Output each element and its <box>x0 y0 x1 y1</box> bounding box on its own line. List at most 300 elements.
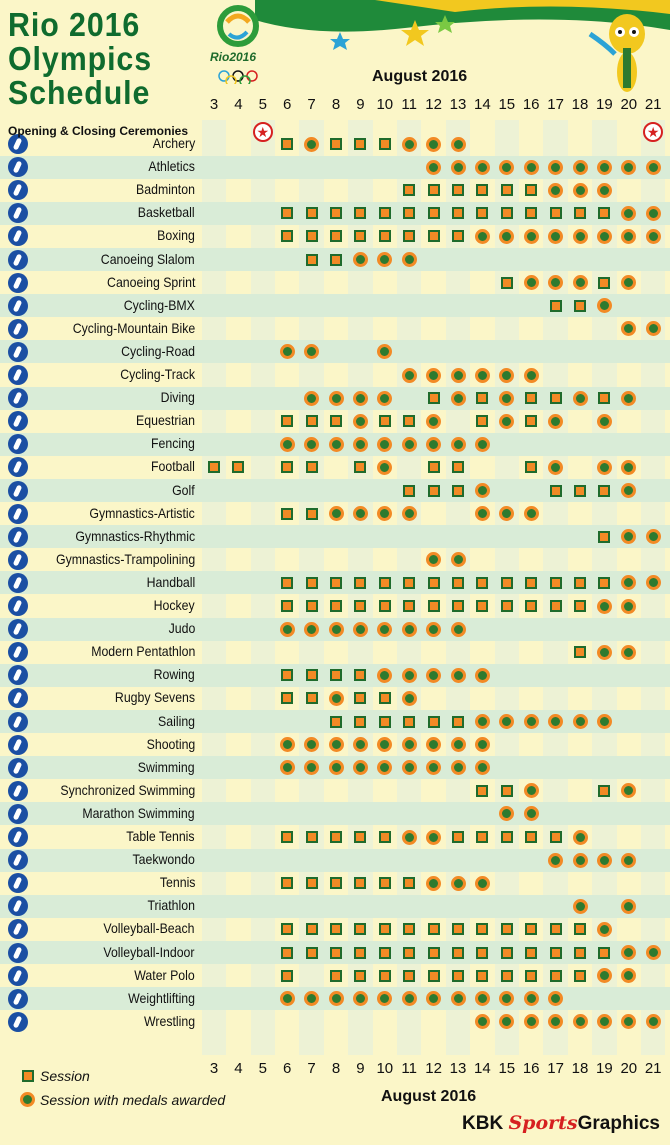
sport-name: Modern Pentathlon <box>90 643 195 660</box>
medal-session-marker <box>451 991 466 1006</box>
sport-pictogram-icon <box>8 619 28 639</box>
medal-session-marker <box>548 460 563 475</box>
medal-session-marker <box>621 853 636 868</box>
session-marker <box>281 947 293 959</box>
session-marker <box>476 184 488 196</box>
medal-session-marker <box>451 876 466 891</box>
session-marker <box>208 461 220 473</box>
day-footer-cell: 14 <box>474 1060 491 1077</box>
session-marker <box>232 461 244 473</box>
sport-name: Equestrian <box>136 412 195 429</box>
day-footer-cell: 13 <box>449 1060 467 1077</box>
day-header-cell: 3 <box>209 96 219 113</box>
medal-session-marker <box>475 991 490 1006</box>
session-marker <box>525 415 537 427</box>
session-marker <box>330 600 342 612</box>
sport-pictogram-icon <box>8 504 28 524</box>
sport-pictogram-icon <box>8 735 28 755</box>
day-footer-cell: 12 <box>425 1060 442 1077</box>
session-marker <box>574 947 586 959</box>
sport-name: Swimming <box>138 758 195 775</box>
medal-session-marker <box>573 830 588 845</box>
day-footer-cell: 21 <box>644 1060 662 1077</box>
row-band <box>0 340 670 363</box>
medal-session-marker <box>451 552 466 567</box>
day-header-cell: 6 <box>283 96 292 113</box>
medal-session-marker <box>548 414 563 429</box>
session-marker <box>452 184 464 196</box>
sport-name: Synchronized Swimming <box>60 781 195 798</box>
sport-name: Judo <box>168 620 195 637</box>
day-header-cell: 8 <box>331 96 341 113</box>
medal-session-marker <box>646 529 661 544</box>
sport-pictogram-icon <box>8 481 28 501</box>
session-marker <box>476 947 488 959</box>
medal-session-marker <box>280 437 295 452</box>
session-marker <box>354 138 366 150</box>
medal-session-marker <box>573 160 588 175</box>
medal-session-marker <box>304 622 319 637</box>
medal-session-marker <box>353 622 368 637</box>
medal-session-marker <box>597 160 612 175</box>
session-marker <box>379 831 391 843</box>
sport-pictogram-icon <box>8 250 28 270</box>
day-footer-cell: 5 <box>258 1060 267 1077</box>
medal-session-marker <box>329 691 344 706</box>
session-marker <box>354 230 366 242</box>
medal-session-marker <box>524 275 539 290</box>
sport-pictogram-icon <box>8 758 28 778</box>
medal-session-marker <box>524 229 539 244</box>
medal-session-marker <box>402 668 417 683</box>
session-marker <box>598 785 610 797</box>
medal-session-marker <box>524 991 539 1006</box>
medal-session-marker <box>353 506 368 521</box>
legend-session-marker <box>22 1070 34 1082</box>
session-marker <box>574 300 586 312</box>
session-marker <box>428 947 440 959</box>
brand-mid: Sports <box>508 1112 578 1134</box>
medal-session-marker <box>377 622 392 637</box>
session-marker <box>306 207 318 219</box>
title-line-3: Schedule <box>8 74 151 111</box>
sport-name: Gymnastics-Rhythmic <box>75 527 195 544</box>
medal-session-marker <box>646 206 661 221</box>
session-marker <box>452 230 464 242</box>
day-header-cell: 18 <box>571 96 589 113</box>
session-marker <box>281 600 293 612</box>
session-marker <box>379 577 391 589</box>
sport-name: Diving <box>160 389 195 406</box>
session-marker <box>525 600 537 612</box>
session-marker <box>354 600 366 612</box>
session-marker <box>379 923 391 935</box>
medal-session-marker <box>353 414 368 429</box>
medal-session-marker <box>597 183 612 198</box>
session-marker <box>306 461 318 473</box>
medal-session-marker <box>475 437 490 452</box>
session-marker <box>306 692 318 704</box>
medal-session-marker <box>329 391 344 406</box>
medal-session-marker <box>646 321 661 336</box>
session-marker <box>452 970 464 982</box>
sport-name: Cycling-Road <box>121 342 195 359</box>
day-footer-cell: 20 <box>620 1060 638 1077</box>
medal-session-marker <box>475 483 490 498</box>
sport-name: Canoeing Slalom <box>101 250 195 267</box>
session-marker <box>281 831 293 843</box>
session-marker <box>330 230 342 242</box>
medal-session-marker <box>280 760 295 775</box>
row-band <box>0 456 670 479</box>
session-marker <box>525 947 537 959</box>
row-band <box>0 895 670 918</box>
session-marker <box>476 207 488 219</box>
day-footer-cell: 11 <box>401 1060 417 1077</box>
sport-name: Tennis <box>159 874 195 891</box>
session-marker <box>281 138 293 150</box>
session-marker <box>501 831 513 843</box>
session-marker <box>574 646 586 658</box>
session-marker <box>354 669 366 681</box>
session-marker <box>281 877 293 889</box>
row-band <box>0 479 670 502</box>
session-marker <box>476 415 488 427</box>
session-marker <box>550 207 562 219</box>
session-marker <box>452 207 464 219</box>
session-marker <box>306 877 318 889</box>
medal-session-marker <box>451 760 466 775</box>
session-marker <box>501 923 513 935</box>
rio2016-logo <box>207 4 269 84</box>
session-marker <box>281 692 293 704</box>
sport-pictogram-icon <box>8 850 28 870</box>
day-footer-cell: 8 <box>331 1060 341 1077</box>
sport-name: Triathlon <box>147 897 195 914</box>
session-marker <box>306 923 318 935</box>
session-marker <box>452 831 464 843</box>
row-band <box>0 363 670 386</box>
session-marker <box>281 577 293 589</box>
medal-session-marker <box>451 391 466 406</box>
medal-session-marker <box>377 391 392 406</box>
medal-session-marker <box>353 760 368 775</box>
medal-session-marker <box>524 714 539 729</box>
session-marker <box>598 947 610 959</box>
medal-session-marker <box>597 922 612 937</box>
sport-name: Rowing <box>153 666 195 683</box>
session-marker <box>476 970 488 982</box>
session-marker <box>354 577 366 589</box>
session-marker <box>476 577 488 589</box>
session-marker <box>379 692 391 704</box>
session-marker <box>501 577 513 589</box>
medal-session-marker <box>597 968 612 983</box>
session-marker <box>281 923 293 935</box>
legend-medal-marker <box>20 1092 35 1107</box>
medal-session-marker <box>402 368 417 383</box>
title-line-1: Rio 2016 <box>8 6 141 43</box>
medal-session-marker <box>280 991 295 1006</box>
sport-name: Canoeing Sprint <box>106 273 195 290</box>
session-marker <box>476 600 488 612</box>
session-marker <box>354 716 366 728</box>
sport-pictogram-icon <box>8 943 28 963</box>
session-marker <box>330 669 342 681</box>
medal-session-marker <box>402 760 417 775</box>
session-marker <box>330 877 342 889</box>
sport-pictogram-icon <box>8 388 28 408</box>
brand-pre: KBK <box>462 1113 509 1134</box>
sport-pictogram-icon <box>8 1012 28 1032</box>
sport-name: Volleyball-Beach <box>103 920 195 937</box>
day-header-cell: 17 <box>547 96 564 113</box>
medal-session-marker <box>646 1014 661 1029</box>
session-marker <box>525 577 537 589</box>
session-marker <box>354 877 366 889</box>
session-marker <box>452 947 464 959</box>
medal-session-marker <box>475 506 490 521</box>
session-marker <box>403 970 415 982</box>
medal-session-marker <box>621 599 636 614</box>
ceremony-star-icon: ★ <box>643 122 663 142</box>
session-marker <box>281 970 293 982</box>
session-marker <box>330 577 342 589</box>
medal-session-marker <box>280 737 295 752</box>
medal-session-marker <box>304 137 319 152</box>
medal-session-marker <box>426 137 441 152</box>
medal-session-marker <box>597 298 612 313</box>
medal-session-marker <box>475 714 490 729</box>
session-marker <box>525 392 537 404</box>
day-header-cell: 20 <box>620 96 638 113</box>
session-marker <box>281 508 293 520</box>
sport-name: Marathon Swimming <box>82 804 195 821</box>
medal-session-marker <box>548 853 563 868</box>
medal-session-marker <box>426 622 441 637</box>
medal-session-marker <box>573 899 588 914</box>
session-marker <box>501 184 513 196</box>
medal-session-marker <box>524 783 539 798</box>
session-marker <box>281 230 293 242</box>
medal-session-marker <box>451 137 466 152</box>
medal-session-marker <box>353 437 368 452</box>
session-marker <box>379 138 391 150</box>
row-band <box>0 294 670 317</box>
medal-session-marker <box>597 414 612 429</box>
medal-session-marker <box>499 414 514 429</box>
session-marker <box>379 207 391 219</box>
day-header-cell: 16 <box>522 96 540 113</box>
session-marker <box>598 531 610 543</box>
sport-name: Gymnastics-Artistic <box>89 504 195 521</box>
day-header-cell: 19 <box>596 96 613 113</box>
session-marker <box>428 392 440 404</box>
medal-session-marker <box>548 160 563 175</box>
medal-session-marker <box>499 368 514 383</box>
session-marker <box>306 415 318 427</box>
session-marker <box>403 184 415 196</box>
session-marker <box>574 207 586 219</box>
session-marker <box>330 207 342 219</box>
session-marker <box>550 577 562 589</box>
sport-name: Volleyball-Indoor <box>103 943 195 960</box>
session-marker <box>598 277 610 289</box>
session-marker <box>501 947 513 959</box>
session-marker <box>550 485 562 497</box>
day-footer-cell: 3 <box>209 1060 219 1077</box>
medal-session-marker <box>426 876 441 891</box>
session-marker <box>379 716 391 728</box>
day-footer-cell: 15 <box>498 1060 516 1077</box>
day-footer-cell: 19 <box>596 1060 613 1077</box>
sport-pictogram-icon <box>8 781 28 801</box>
row-band <box>0 1010 670 1033</box>
medal-session-marker <box>426 668 441 683</box>
session-marker <box>379 970 391 982</box>
sport-name: Wrestling <box>143 1012 195 1029</box>
day-header-cell: 11 <box>401 96 417 113</box>
session-marker <box>525 461 537 473</box>
medal-session-marker <box>573 229 588 244</box>
sport-name: Golf <box>172 481 195 498</box>
session-marker <box>428 230 440 242</box>
session-marker <box>598 392 610 404</box>
day-footer-cell: 16 <box>522 1060 540 1077</box>
header-month: August 2016 <box>372 68 468 85</box>
session-marker <box>452 923 464 935</box>
session-marker <box>452 600 464 612</box>
medal-session-marker <box>597 599 612 614</box>
session-marker <box>306 947 318 959</box>
session-marker <box>428 207 440 219</box>
row-band <box>0 156 670 179</box>
medal-session-marker <box>524 160 539 175</box>
medal-session-marker <box>548 714 563 729</box>
session-marker <box>354 461 366 473</box>
medal-session-marker <box>475 737 490 752</box>
session-marker <box>354 692 366 704</box>
day-header-cell: 4 <box>234 96 243 113</box>
session-marker <box>501 785 513 797</box>
sport-pictogram-icon <box>8 319 28 339</box>
day-footer-cell: 17 <box>547 1060 564 1077</box>
medal-session-marker <box>475 160 490 175</box>
sport-name: Cycling-BMX <box>123 296 195 313</box>
medal-session-marker <box>402 137 417 152</box>
sport-name: Boxing <box>157 227 195 244</box>
medal-session-marker <box>621 645 636 660</box>
day-header-cell: 10 <box>376 96 394 113</box>
sport-pictogram-icon <box>8 365 28 385</box>
session-marker <box>403 877 415 889</box>
medal-session-marker <box>499 391 514 406</box>
medal-session-marker <box>426 368 441 383</box>
medal-session-marker <box>402 830 417 845</box>
medal-session-marker <box>280 622 295 637</box>
medal-session-marker <box>597 853 612 868</box>
logo-text: Rio2016 <box>210 50 257 64</box>
session-marker <box>354 947 366 959</box>
session-marker <box>403 485 415 497</box>
sport-pictogram-icon <box>8 966 28 986</box>
session-marker <box>403 230 415 242</box>
sport-name: Sailing <box>158 712 195 729</box>
medal-session-marker <box>475 229 490 244</box>
session-marker <box>574 485 586 497</box>
legend-session-label: Session <box>40 1068 90 1084</box>
session-marker <box>354 970 366 982</box>
session-marker <box>550 300 562 312</box>
session-marker <box>306 254 318 266</box>
sport-name: Gymnastics-Trampolining <box>55 550 195 567</box>
day-header-cell: 15 <box>498 96 516 113</box>
session-marker <box>525 207 537 219</box>
medal-session-marker <box>573 714 588 729</box>
medal-session-marker <box>475 760 490 775</box>
sport-pictogram-icon <box>8 827 28 847</box>
medal-session-marker <box>451 668 466 683</box>
session-marker <box>574 577 586 589</box>
medal-session-marker <box>524 368 539 383</box>
day-footer-cell: 18 <box>571 1060 589 1077</box>
session-marker <box>330 716 342 728</box>
medal-session-marker <box>280 344 295 359</box>
medal-session-marker <box>402 252 417 267</box>
session-marker <box>501 600 513 612</box>
sport-name: Basketball <box>138 204 195 221</box>
medal-session-marker <box>451 622 466 637</box>
session-marker <box>574 923 586 935</box>
session-marker <box>501 207 513 219</box>
medal-session-marker <box>329 622 344 637</box>
legend-medal-label: Session with medals awarded <box>40 1092 226 1108</box>
row-band <box>0 179 670 202</box>
medal-session-marker <box>451 368 466 383</box>
medal-session-marker <box>573 1014 588 1029</box>
sport-name: Archery <box>152 135 195 151</box>
session-marker <box>452 485 464 497</box>
session-marker <box>452 577 464 589</box>
medal-session-marker <box>402 737 417 752</box>
session-marker <box>550 947 562 959</box>
sport-pictogram-icon <box>8 989 28 1009</box>
session-marker <box>525 831 537 843</box>
session-marker <box>330 138 342 150</box>
day-header-cell: 14 <box>474 96 491 113</box>
session-marker <box>379 947 391 959</box>
medal-session-marker <box>353 737 368 752</box>
brand-logo <box>462 1112 660 1135</box>
medal-session-marker <box>524 506 539 521</box>
medal-session-marker <box>573 853 588 868</box>
session-marker <box>476 831 488 843</box>
medal-session-marker <box>451 160 466 175</box>
row-band <box>0 849 670 872</box>
medal-session-marker <box>621 160 636 175</box>
medal-session-marker <box>597 714 612 729</box>
session-marker <box>330 923 342 935</box>
medal-session-marker <box>524 806 539 821</box>
day-header-cell: 9 <box>356 96 365 113</box>
medal-session-marker <box>353 252 368 267</box>
session-marker <box>476 785 488 797</box>
session-marker <box>452 716 464 728</box>
session-marker <box>501 277 513 289</box>
session-marker <box>403 577 415 589</box>
sport-pictogram-icon <box>8 157 28 177</box>
day-header-cell: 7 <box>307 96 316 113</box>
